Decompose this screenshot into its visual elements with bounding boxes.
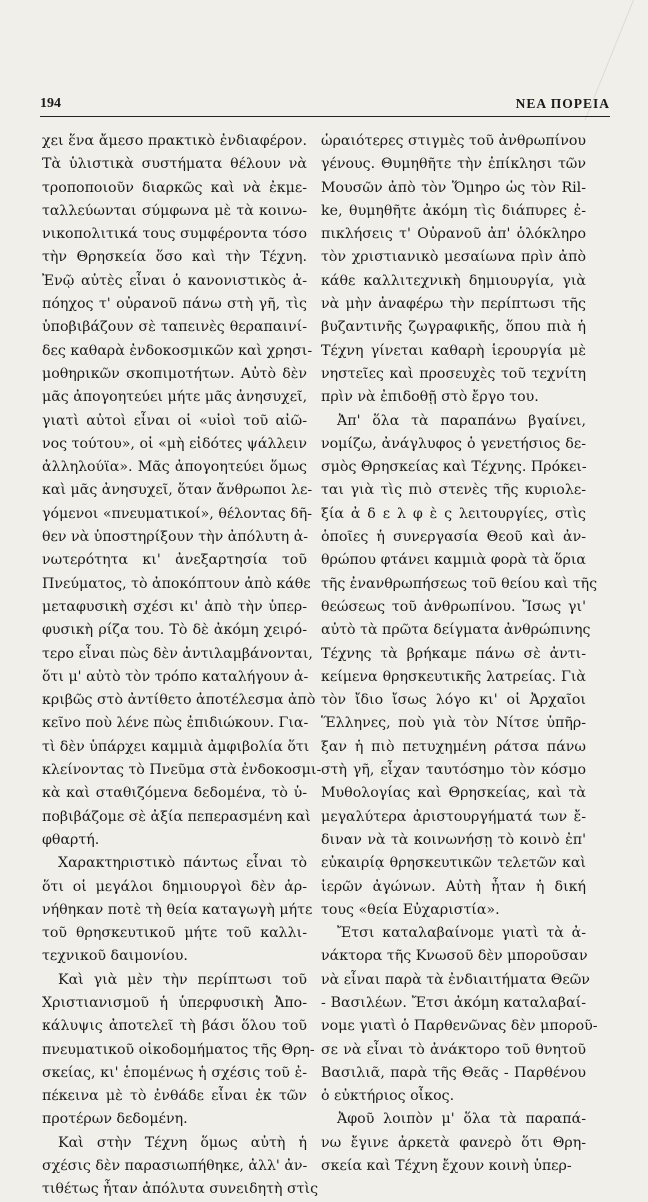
text-line: Καὶ στὴν Τέχνη ὅμως αὐτὴ ἡ [58,1134,307,1151]
text-line: ταλλεύωνται σύμφωνα μὲ τὰ κοινω- [42,202,307,219]
text-line: τὶ δὲν ὑπάρχει καμμιὰ ἀμφιβολία ὅτι [42,738,310,755]
text-line: κλείνοντας τὸ Πνεῦμα στὰ ἐνδοκοσμι- [42,762,322,779]
text-line: ξαν ἡ πιὸ πετυχημένη ράτσα πάνω [321,738,586,755]
text-line: Τὰ ὑλιστικὰ συστήματα θέλουν νὰ [42,156,307,173]
text-line: τερο εἶναι πὼς δὲν ἀντιλαμβάνονται, [42,645,313,662]
text-line: ἱερῶν ἀγώνων. Αὐτὴ ἦταν ἡ δική [321,878,586,895]
text-line: ke, θυμηθῆτε ἀκόμη τὶς διάπυρες ἐ- [321,202,586,219]
text-line: θεν νὰ ὑποστηρίξουν τὴν ἀπόλυτη ἀ- [42,529,309,546]
text-line: φθαρτή. [42,831,100,848]
text-line: δες καθαρὰ ἐνδοκοσμικῶν καὶ χρησι- [42,342,313,359]
text-line: στὴ γῆ, εἶχαν ταυτόσημο τὸν κόσμο [321,762,586,779]
paragraph [321,130,586,410]
text-line: ποβιβάζομε σὲ ἀξία πεπερασμένη καὶ [42,808,311,825]
text-line: νος τούτου», οἱ «μὴ εἰδότες ψάλλειν [42,435,307,452]
text-line: προτέρων δεδομένη. [42,1111,188,1128]
text-line: βυζαντινῆς ζωγραφικῆς, ὅπου πιὰ ἡ [321,319,586,336]
text-line: σκεία καὶ Τέχνη ἔχουν κοινὴ ὑπερ- [321,1158,572,1175]
text-line: πόηχος τ' οὐρανοῦ πάνω στὴ γῆ, τὶς [42,296,307,313]
text-line: ὑποβιβάζουν σὲ ταπεινὲς θεραπαινί- [42,319,307,336]
text-line: νω ἔγινε ἀρκετὰ φανερὸ ὅτι Θρη- [321,1134,586,1151]
text-line: σε νὰ εἶναι τὸ ἀνάκτορο τοῦ θνητοῦ [321,1041,586,1058]
text-line: Ἕλληνες, ποὺ γιὰ τὸν Νίτσε ὑπῆρ- [321,715,586,732]
text-line: - Βασιλέων. Ἔτσι ἀκόμη καταλαβαί- [321,994,586,1011]
paragraph [321,410,598,923]
text-line: καὶ μᾶς ἀνησυχεῖ, ὅταν ἄνθρωποι λε- [42,482,313,499]
text-line: μεταφυσικὴ σχέσι κι' ἀπὸ τὴν ὑπερ- [42,598,307,615]
text-line: σμὸς Θρησκείας καὶ Τέχνης. Πρόκει- [321,459,587,476]
text-line: νομίζω, ἀνάγλυφος ὁ γενετήσιος δε- [321,435,586,452]
text-line: νομε γιατὶ ὁ Παρθενῶνας δὲν μποροῦ- [321,1018,598,1035]
text-line: Ἀπ' ὅλα τὰ παραπάνω βγαίνει, [337,412,586,429]
text-line: γιατὶ αὐτοὶ εἶναι οἱ «υἱοὶ τοῦ αἰῶ- [42,412,307,429]
text-line: τοῦ θρησκευτικοῦ μήτε τοῦ καλλι- [42,925,307,942]
text-line: φυσικὴ ρίζα του. Τὸ δὲ ἀκόμη χειρό- [42,622,307,639]
text-line: τεχνικοῦ δαιμονίου. [42,948,188,965]
text-line: τὸν ἴδιο ἴσως λόγο κι' οἱ Ἀρχαῖοι [321,692,586,709]
text-line: μεγαλύτερα ἀριστουργήματά των ἔ- [321,808,586,825]
text-line: ὁ εὐκτήριος οἶκος. [321,1088,455,1105]
text-line: νικοπολιτικά τους συμφέροντα τόσο [42,226,307,243]
text-line: μᾶς ἀπογοητεύει μήτε μᾶς ἀνησυχεῖ, [42,389,308,406]
text-line: Χριστιανισμοῦ ἡ ὑπερφυσικὴ Ἀπο- [42,994,307,1011]
text-line: ὅτι μ' αὐτὸ τὸν τρόπο καταλήγουν ἀ- [42,668,309,685]
page-number: 194 [40,96,61,111]
paragraph [42,1132,319,1202]
text-line: κείμενα θρησκευτικῆς λατρείας. Γιὰ [321,668,586,685]
text-line: σκείας, κι' ἑπομένως ἡ σχέσις τοῦ ἐ- [42,1064,307,1081]
paragraph [42,969,315,1132]
text-line: γόμενοι «πνευματικοί», θέλοντας δῆ- [42,505,313,522]
text-line: νὰ εἶναι παρὰ τὰ ἐνδιαιτήματα Θεῶν [321,971,590,988]
paragraph [321,922,598,1108]
text-line: γένους. Θυμηθῆτε τὴν ἐπίκλησι τῶν [321,156,586,173]
text-line: Τέχνης τὰ βρήκαμε πάνω σὲ ἀντι- [321,645,586,662]
text-line: θρώπου φτάνει καμμιὰ φορὰ τὰ ὅρια [321,552,586,569]
header-rule [40,116,610,117]
text-line: κάλυψις ἀποτελεῖ τὴ βάσι ὅλου τοῦ [42,1018,307,1035]
text-line: κὰ καὶ σταθιζόμενα δεδομένα, τὸ ὑ- [42,785,307,802]
text-line: πέκεινα μὲ τὸ ἐνθάδε εἶναι ἐκ τῶν [42,1088,307,1105]
text-line: πνευματικοῦ οἰκοδομήματος τῆς Θρη- [42,1041,315,1058]
text-line: Πνεύματος, τὸ ἀποκόπτουν ἀπὸ κάθε [42,575,311,592]
text-line: ὡραιότερες στιγμὲς τοῦ ἀνθρωπίνου [321,133,586,149]
text-line: κριβῶς στὸ ἀντίθετο ἀποτέλεσμα ἀπὸ [42,692,316,709]
paragraph [42,852,313,968]
text-line: θεώσεως τοῦ ἀνθρωπίνου. Ἴσως γι' [321,598,586,615]
text-line: Βασιλιᾶ, παρὰ τῆς Θεᾶς - Παρθένου [321,1064,586,1081]
text-line: ται γιὰ τὶς πιὸ στενὲς τῆς κυριολε- [321,482,586,499]
text-line: τροποποιοῦν διαρκῶς καὶ νὰ ἐκμε- [42,179,307,196]
text-line: ὅτι οἱ μεγάλοι δημιουργοὶ δὲν ἀρ- [42,878,307,895]
text-line: εὐκαιρίᾳ θρησκευτικῶν τελετῶν καὶ [321,855,586,872]
text-line: Τέχνη γίνεται καθαρὴ ἱερουργία μὲ [321,342,586,359]
text-line: Καὶ γιὰ μὲν τὴν περίπτωσι τοῦ [58,971,307,988]
text-line: πρὶν νὰ ἐπιδοθῇ στὸ ἔργο του. [321,389,539,406]
text-line: ὁποῖες ἡ συνεργασία Θεοῦ καὶ ἀν- [321,529,586,546]
text-line: ξία ἀ δ ε λ φ ὲ ς λειτουργίες, στὶς [321,505,586,522]
text-line: σχέσις δὲν παρασιωπήθηκε, ἀλλ' ἀν- [42,1158,308,1175]
right-column [321,130,598,1175]
text-line: νωτερότητα κι' ἀνεξαρτησία τοῦ [42,552,307,569]
text-line: αὐτὸ τὰ πρῶτα δείγματα ἀνθρώπινης [321,622,591,639]
text-line: κάθε καλλιτεχνικὴ δημιουργία, γιὰ [321,272,586,289]
left-column [42,130,322,1198]
running-title: ΝΕΑ ΠΟΡΕΙΑ [515,96,610,111]
text-line: Ἔτσι καταλαβαίνομε γιατὶ τὰ ἀ- [337,925,586,942]
text-line: νάκτορα τῆς Κνωσοῦ δὲν μποροῦσαν [321,948,588,965]
page-header [40,90,610,112]
text-line: Μυθολογίας καὶ Θρησκείας, καὶ τὰ [321,785,586,802]
text-line: Ἀφοῦ λοιπὸν μ' ὅλα τὰ παραπά- [337,1111,586,1128]
text-line: νήθηκαν ποτὲ τὴ θεία καταγωγὴ μήτε [42,901,313,918]
text-line: τους «θεία Εὐχαριστία». [321,901,500,918]
text-line: Μουσῶν ἀπὸ τὸν Ὅμηρο ὡς τὸν Ril- [321,179,586,196]
text-line: τὸν χριστιανικὸ μεσαίωνα πρὶν ἀπὸ [321,249,586,266]
text-line: τῆς ἐνανθρωπήσεως τοῦ θείου καὶ τῆς [321,575,598,592]
text-line: Χαρακτηριστικὸ πάντως εἶναι τὸ [58,855,307,872]
text-line: τιθέτως ἦταν ἀπόλυτα συνειδητὴ στὶς [42,1181,319,1198]
text-line: κεῖνο ποὺ λένε πὼς ἐπιδιώκουν. Για- [42,715,309,732]
text-line: νηστεῖες καὶ προσευχὲς τοῦ τεχνίτη [321,365,586,382]
text-line: Ἐνῷ αὐτὲς εἶναι ὁ κανονιστικὸς ἀ- [42,272,307,289]
text-line: μοθηρικῶν σκοπιμοτήτων. Αὐτὸ δὲν [42,365,307,382]
text-line: νὰ μὴν ἀναφέρω τὴν περίπτωσι τῆς [321,296,586,313]
paragraph [42,130,322,852]
text-line: πικλήσεις τ' Οὐρανοῦ ἀπ' ὁλόκληρο [321,226,586,243]
text-line: τὴν Θρησκεία ὅσο καὶ τὴν Τέχνη. [42,249,307,266]
text-line: διναν νὰ τὰ κοινωνήσῃ τὸ κοινὸ ἐπ' [321,831,586,848]
text-line: ἀλληλούϊα». Μᾶς ἀπογοητεύει ὅμως [42,459,307,476]
text-line: χει ἕνα ἄμεσο πρακτικὸ ἐνδιαφέρον. [42,133,307,149]
paragraph [321,1108,586,1178]
